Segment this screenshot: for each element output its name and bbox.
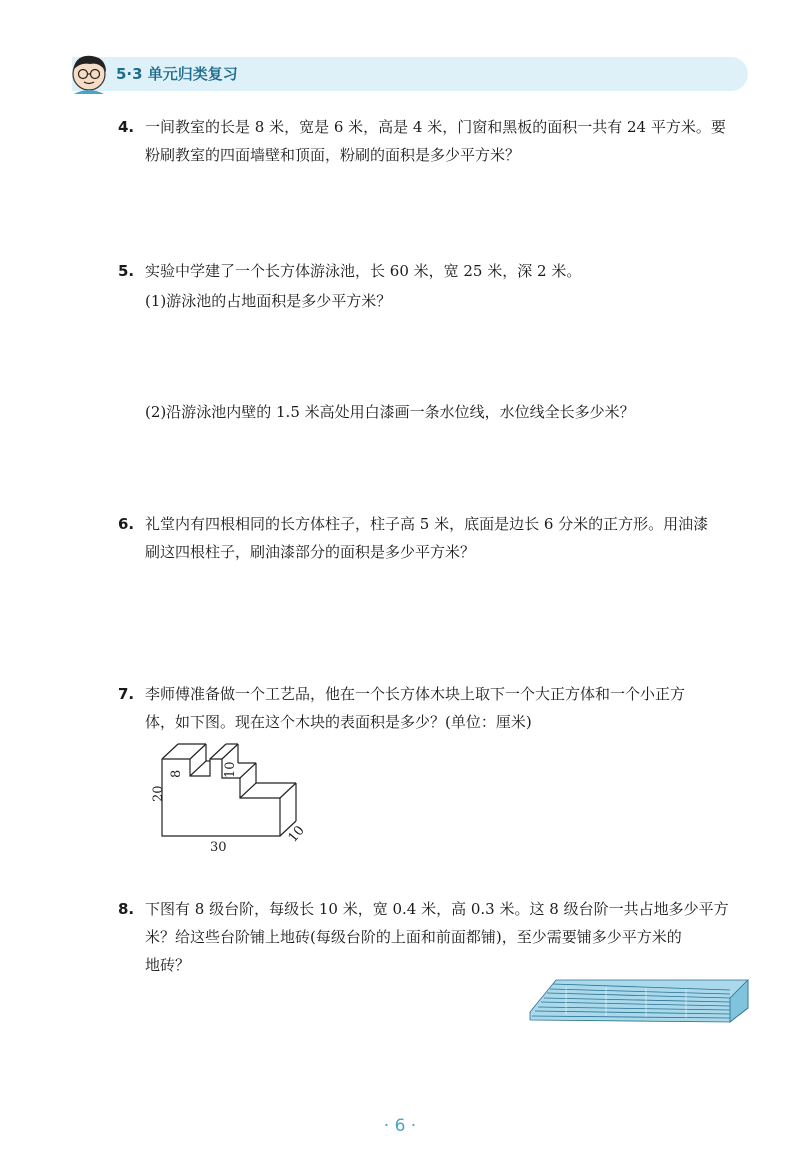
- question-5-part-2: (2)沿游泳池内壁的 1.5 米高处用白漆画一条水位线，水位线全长多少米？: [145, 403, 635, 421]
- question-4: [118, 113, 726, 169]
- question-5-part-1: (1)游泳池的占地面积是多少平方米？: [145, 292, 392, 310]
- question-number: 8.: [118, 900, 135, 918]
- page-number: · 6 ·: [383, 1116, 417, 1136]
- question-text-line: 刷这四根柱子，刷油漆部分的面积是多少平方米？: [145, 543, 476, 561]
- question-text-line: 礼堂内有四根相同的长方体柱子，柱子高 5 米，底面是边长 6 分米的正方形。用油漆: [145, 515, 709, 533]
- student-mascot-icon: [66, 50, 112, 96]
- question-5: [118, 257, 581, 285]
- question-text-line: 一间教室的长是 8 米，宽是 6 米，高是 4 米，门窗和黑板的面积一共有 24 平方米。要: [145, 118, 726, 136]
- question-number: 7.: [118, 685, 135, 703]
- question-number: 6.: [118, 515, 135, 533]
- dim-label-20: 20: [151, 785, 166, 802]
- question-text-line: 米？给这些台阶铺上地砖(每级台阶的上面和前面都铺)，至少需要铺多少平方米的: [145, 928, 682, 946]
- question-8: [118, 895, 729, 979]
- dim-label-8: 8: [169, 769, 184, 778]
- question-text-line: 地砖？: [145, 956, 191, 974]
- question-text-line: 粉刷教室的四面墙壁和顶面，粉刷的面积是多少平方米？: [145, 146, 521, 164]
- dim-label-10-depth: 10: [285, 823, 308, 846]
- question-number: 4.: [118, 118, 135, 136]
- question-text-line: 实验中学建了一个长方体游泳池，长 60 米，宽 25 米，深 2 米。: [145, 262, 582, 280]
- question-text-line: 体，如下图。现在这个木块的表面积是多少？(单位：厘米): [145, 713, 532, 731]
- question-number: 5.: [118, 262, 135, 280]
- wood-block-figure: [140, 738, 320, 858]
- question-7: [118, 680, 685, 736]
- section-title: 5·3 单元归类复习: [116, 65, 238, 83]
- question-6: [118, 510, 708, 566]
- question-text-line: 下图有 8 级台阶，每级长 10 米，宽 0.4 米，高 0.3 米。这 8 级台阶一共占地多少平方: [145, 900, 729, 918]
- question-text-line: 李师傅准备做一个工艺品，他在一个长方体木块上取下一个大正方体和一个小正方: [145, 685, 686, 703]
- stairs-figure: [526, 978, 752, 1028]
- dim-label-10-notch: 10: [223, 761, 238, 778]
- dim-label-30: 30: [210, 840, 227, 855]
